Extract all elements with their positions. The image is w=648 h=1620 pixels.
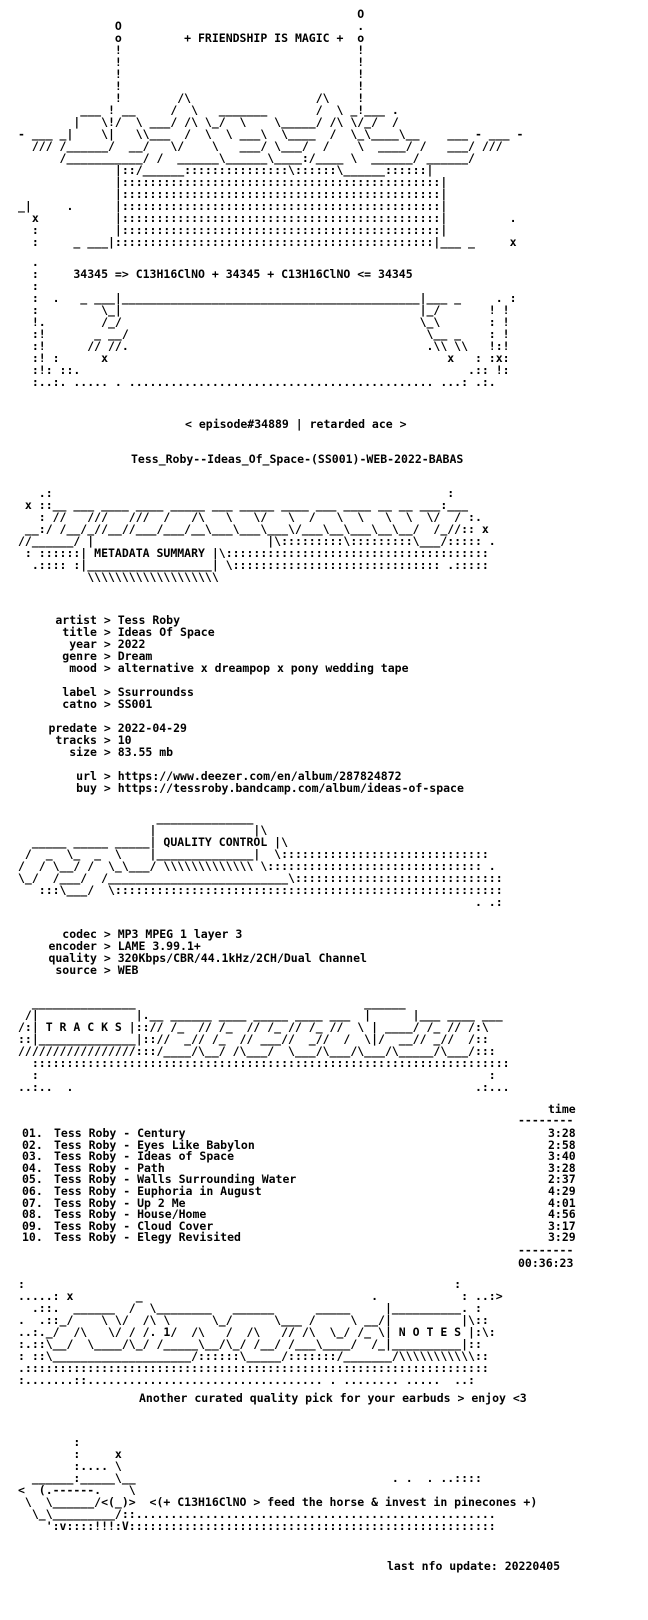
header-art-line: |::/______:::::::::::::::\::::::\______::::::| <box>18 163 434 177</box>
notes-header-art-line: : : <box>18 1277 462 1291</box>
header-art-line: : |::::::::::::::::::::::::::::::::::::::::::::::| <box>18 223 448 237</box>
meta-label: label > Ssurroundss <box>0 685 194 699</box>
formula-art-line: : \_| |_/ ! ! <box>18 303 510 317</box>
formula-art-line: : 34345 => C13H16ClNO + 34345 + C13H16ClNO <= 34345 <box>18 267 413 281</box>
track-name: Tess Roby - Up 2 Me <box>54 1195 186 1210</box>
track-time: 2:37 <box>548 1172 576 1187</box>
header-art-line: |::::::::::::::::::::::::::::::::::::::::::::::| <box>18 187 448 201</box>
formula-art-line: : . _ ___|___________________________________________|___ _ . : <box>18 291 517 305</box>
tracklist-separator-top: -------- <box>518 1113 574 1127</box>
tracklist-total: 00:36:23 <box>518 1256 574 1270</box>
metadata-header-art-line: //______/ | |\:::::::::\:::::::::\___/::::: . <box>18 534 496 548</box>
header-art-line: o + FRIENDSHIP IS MAGIC + o <box>18 31 365 45</box>
tracks-header-art-line: ::::::::::::::::::::::::::::::::::::::::::::::::::::::::::::::::::::: <box>18 1056 510 1070</box>
notes-header-art-line: : ::\____________________/::::::\_____/:::::::/_______/\\\\\\\\\\\:: <box>18 1349 489 1363</box>
header-art-line: ! ! <box>18 79 365 93</box>
tracklist-separator-bottom: -------- <box>518 1243 574 1257</box>
meta-artist: artist > Tess Roby <box>0 613 181 627</box>
track-time: 3:28 <box>548 1160 576 1175</box>
track-number: 01. <box>22 1126 43 1140</box>
metadata-header-art-line: : ::::::| METADATA SUMMARY |\:::::::::::::::::::::::::::::::::::::: <box>18 546 489 560</box>
track-number: 07. <box>22 1195 43 1210</box>
metadata-header-art-line: x ::__ ___ ____ ____ _____ ___ _____ ____ ___ ____ __ __ ___:___ <box>18 498 469 512</box>
meta-year: year > 2022 <box>0 637 146 651</box>
track-number: 02. <box>22 1137 43 1152</box>
header-art-line: | \!/ \ ___/ /\ \_/ \ \_____/ /\ \/_/ / <box>18 115 399 129</box>
notes-header-art-line: .::::::::::::::::::::::::::::::::::::::::::::::::::::::::::::::::::: <box>18 1361 489 1375</box>
formula-art-line: :!: ::. .:: !: <box>18 363 510 377</box>
header-art-line: : _ ___|::::::::::::::::::::::::::::::::::::::::::::::|___ _ x <box>18 235 517 249</box>
track-name: Tess Roby - Euphoria in August <box>54 1184 262 1198</box>
metadata-header-art-line: .:::: :|__________________| \:::::::::::::::::::::::::::::: .::::: <box>18 558 489 572</box>
meta-catno: catno > SS001 <box>0 697 153 711</box>
track-name: Tess Roby - Elegy Revisited <box>54 1230 241 1245</box>
track-time: 3:40 <box>548 1149 576 1164</box>
notes-header-art-line: .....: x _ . : ..:> <box>18 1289 503 1303</box>
formula-art-line: !. /_/ \_\ : ! <box>18 315 510 329</box>
track-time: 3:28 <box>548 1126 576 1140</box>
header-art-line: ! /\ /\ ! <box>18 91 365 105</box>
formula-art-line: :! _ __/ \__ _ : ! <box>18 327 510 341</box>
track-name: Tess Roby - House/Home <box>54 1207 207 1222</box>
footer-art-line: < (.------. \ <box>18 1483 136 1497</box>
track-time: 4:29 <box>548 1184 576 1198</box>
header-art-line: ! ! <box>18 43 365 57</box>
header-art-line: ! ! <box>18 67 365 81</box>
track-number: 03. <box>22 1149 43 1164</box>
metadata-header-art-line: __:/ /__/_//__//___/___/__\___\___\___\/___\__\___\__\__/ /_//:: x <box>18 522 489 536</box>
header-art-line: - ___ _| \| \\___ / \ \ ___\ \____ / \_\____\__ ___ - ___ - <box>18 127 524 141</box>
notes-header-art-line: . .::_/ \ \/ /\ \ \_/ \___ / \ __/| |\:: <box>18 1313 489 1327</box>
track-name: Tess Roby - Ideas of Space <box>54 1149 235 1164</box>
header-art-line: /// /______/ __/ \/ \ ___/ \___/ / \ ____/ / ___/ /// <box>18 139 503 153</box>
track-number: 09. <box>22 1218 43 1233</box>
footer-art-line: \_\_________/::.................................................... <box>18 1507 496 1521</box>
footer-art-line: ':v::::!!!:V::::::::::::::::::::::::::::::::::::::::::::::::::::: <box>18 1519 496 1533</box>
release-name: Tess_Roby--Ideas_Of_Space-(SS001)-WEB-2022-BABAS <box>131 452 464 466</box>
quality-header-art-line: _____ _____ _____| QUALITY CONTROL |\ <box>18 835 289 849</box>
track-name: Tess Roby - Path <box>54 1160 165 1175</box>
meta-url[interactable]: url > https://www.deezer.com/en/album/287824872 <box>0 769 402 783</box>
quality-header-art-line: :::\___/ \:::::::::::::::::::::::::::::::::::::::::::::::::::::::: <box>18 883 503 897</box>
footer-art-line: : <box>18 1435 81 1449</box>
track-number: 06. <box>22 1184 43 1198</box>
quality-quality: quality > 320Kbps/CBR/44.1kHz/2CH/Dual Channel <box>0 951 367 965</box>
tracks-header-art-line: /////////////////:::/____/\__/ /\___/ \___/\___/\___/\_____/\___/::: <box>18 1044 496 1058</box>
last-update: last nfo update: 20220405 <box>387 1559 561 1573</box>
meta-predate: predate > 2022-04-29 <box>0 721 187 735</box>
tracks-header-art-line: _______________ ______ <box>18 996 406 1010</box>
meta-mood: mood > alternative x dreampop x pony wedding tape <box>0 661 409 675</box>
notes-header-art-line: .::. ______ / \________ ______ _____ |__________. : <box>18 1301 482 1315</box>
quality-encoder: encoder > LAME 3.99.1+ <box>0 939 201 953</box>
formula-art-line: :! // //. .\\ \\ !:! <box>18 339 510 353</box>
quality-codec: codec > MP3 MPEG 1 layer 3 <box>0 927 243 941</box>
track-number: 10. <box>22 1230 43 1245</box>
tracks-header-art-line: /| |.__ ______ ____ _____ ____ ___ | |___ ____ ___ <box>18 1008 503 1022</box>
footer-art-line: : x <box>18 1447 122 1461</box>
track-number: 05. <box>22 1172 43 1187</box>
tracks-header-art-line: : : <box>18 1068 496 1082</box>
track-time: 4:01 <box>548 1195 576 1210</box>
footer-art-line: :.... \ <box>18 1459 122 1473</box>
tracklist-time-label: time <box>548 1102 576 1116</box>
quality-header-art-line: | |\ <box>18 823 268 837</box>
header-art-line: ! ! <box>18 55 365 69</box>
meta-size: size > 83.55 mb <box>0 745 174 759</box>
header-art-line: O . <box>18 19 365 33</box>
formula-art-line: :! : x x : :x: <box>18 351 510 365</box>
formula-art-line: : <box>18 279 39 293</box>
meta-genre: genre > Dream <box>0 649 153 663</box>
tracks-header-art-line: ::|______________|::// _// /_ // ___// _// / \|/ __// _// /:: <box>18 1032 489 1046</box>
notes-header-art-line: :.::\__/ \____/\_/ /_____\__/\_/ /__/ /___\____/ /_|__________|:: <box>18 1337 482 1351</box>
header-art-line: |::::::::::::::::::::::::::::::::::::::::::::::| <box>18 175 448 189</box>
header-art-line: /___________/ / ______\______\____:/____ \ ______/ ______/ <box>18 151 475 165</box>
quality-header-art-line: . .: <box>18 895 503 909</box>
meta-title: title > Ideas Of Space <box>0 625 215 639</box>
notes-header-art-line: ..:._/ /\ \/ / /. 1/ /\ / /\ // /\ \_/ /_ \| N O T E S |:\: <box>18 1325 496 1339</box>
track-number: 08. <box>22 1207 43 1222</box>
metadata-header-art-line: .: : <box>18 486 455 500</box>
track-time: 3:17 <box>548 1218 576 1233</box>
footer-art-line: ______:_____\__ . . . ..:::: <box>18 1471 482 1485</box>
quality-source: source > WEB <box>0 963 139 977</box>
metadata-header-art-line: : // /// /// / /\ \ \/ \ / \ \ \ \ \/ / :. <box>18 510 482 524</box>
track-time: 4:56 <box>548 1207 576 1222</box>
formula-art-line: :..:. ..... . ............................................ ...: .:. <box>18 375 496 389</box>
episode-line: < episode#34889 | retarded ace > <box>185 417 407 431</box>
tracks-header-art-line: ..:.. . .:... <box>18 1080 510 1094</box>
header-art-line: O <box>18 7 365 21</box>
footer-art-line: \ \______/<(_)> <(+ C13H16ClNO > feed the horse & invest in pinecones +) <box>18 1495 538 1509</box>
track-name: Tess Roby - Walls Surrounding Water <box>54 1172 297 1187</box>
track-time: 3:29 <box>548 1230 576 1245</box>
track-name: Tess Roby - Eyes Like Babylon <box>54 1137 255 1152</box>
quality-header-art-line: / / \__/ / \_\___/ \\\\\\\\\\\\\ \::::::::::::::::::::::::::::::: . <box>18 859 496 873</box>
quality-header-art-line: / _ \_ _ \ |______________| \:::::::::::::::::::::::::::::: <box>18 847 489 861</box>
header-art-line: x |::::::::::::::::::::::::::::::::::::::::::::::| . <box>18 211 517 225</box>
meta-buy[interactable]: buy > https://tessroby.bandcamp.com/album/ideas-of-space <box>0 781 464 795</box>
track-number: 04. <box>22 1160 43 1175</box>
notes-text: Another curated quality pick for your earbuds > enjoy <3 <box>139 1391 527 1405</box>
tracks-header-art-line: /:| T R A C K S |::// /_ // /_ // /_ // /_ // \ | ____/ /_ // /:\ <box>18 1020 489 1034</box>
notes-header-art-line: :.......::.................................. . ........ ..... ..: <box>18 1373 475 1387</box>
track-name: Tess Roby - Century <box>54 1126 186 1140</box>
quality-header-art-line: ______________ <box>18 811 254 825</box>
header-art-line: _| . |::::::::::::::::::::::::::::::::::::::::::::::| <box>18 199 448 213</box>
metadata-header-art-line: \\\\\\\\\\\\\\\\\\\ <box>18 570 219 584</box>
quality-header-art-line: \_/ /___/ /__________________________\:::::::::::::::::::::::::::::: <box>18 871 503 885</box>
meta-tracks: tracks > 10 <box>0 733 132 747</box>
formula-art-line: . <box>18 255 39 269</box>
track-time: 2:58 <box>548 1137 576 1152</box>
header-art-line: ___ ! __ / \ _______ / \ _!___ . <box>18 103 399 117</box>
track-name: Tess Roby - Cloud Cover <box>54 1218 214 1233</box>
